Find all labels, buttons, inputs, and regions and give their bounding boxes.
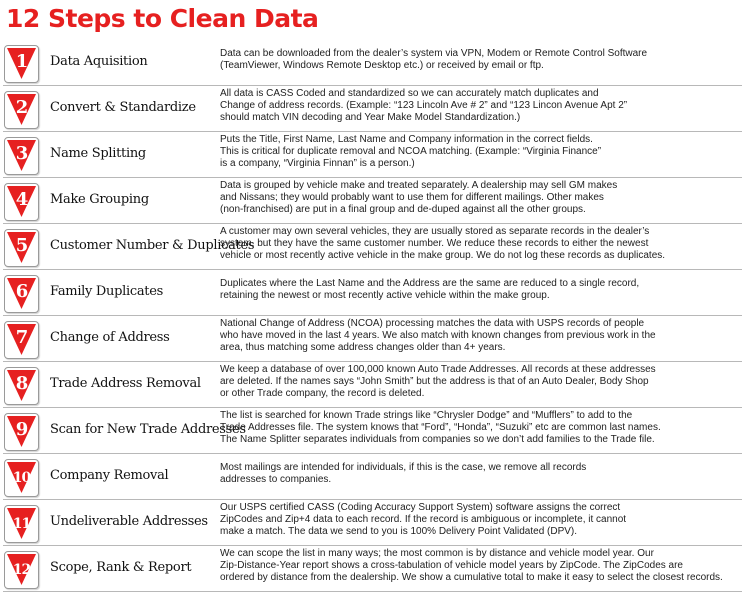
page-title: 12 Steps to Clean Data [6,4,319,33]
description-line: We keep a database of over 100,000 known Auto Trade Addresses. All records at these addresses [220,364,656,375]
description-line: or other Trade company, the record is deleted. [220,388,425,399]
step-number-badge [4,183,39,221]
description-line: National Change of Address (NCOA) processing matches the data with USPS records of people [220,318,645,329]
description-line: ordered by distance from the dealership. We show a cumulative total to make it easy to select the closest records. [220,572,723,583]
description-line: (TeamViewer, Windows Remote Desktop etc.) or received by email or ftp. [220,60,544,71]
description-line: vehicle or most recently active vehicle in the make group. We do not log these records as duplicates. [220,250,666,261]
step-name: Change of Address [50,330,170,345]
step-description [220,278,742,302]
description-line: We can scope the list in many ways; the most common is by distance and vehicle model year. Our [220,548,654,559]
description-line: and Nissans; they would probably want to use them for different mailings. Other makes [220,192,604,203]
step-number-badge [4,413,39,451]
step-number: 5 [15,235,28,256]
step-row [0,224,750,270]
description-line: who have moved in the last 4 years. We also match with known changes from previous work in the [220,330,656,341]
step-name: Make Grouping [50,192,149,207]
description-line: This is critical for duplicate removal and NCOA matching. (Example: “Virginia Finance” [220,146,602,157]
description-line: Puts the Title, First Name, Last Name and Company information in the correct fields. [220,134,593,145]
step-description [220,548,742,584]
step-name: Name Splitting [50,146,146,161]
description-line: make a match. The data we send to you is 100% Delivery Point Validated (DPV). [220,526,578,537]
step-description [220,410,742,446]
step-name: Scope, Rank & Report [50,560,192,575]
step-number: 8 [15,373,28,394]
step-number-badge [4,551,39,589]
step-number: 2 [15,97,28,118]
step-number-badge [4,505,39,543]
step-number-badge [4,321,39,359]
description-line: addresses to companies. [220,474,332,485]
step-description [220,88,742,124]
step-name: Undeliverable Addresses [50,514,208,529]
step-row [0,316,750,362]
step-name: Customer Number & Duplicates [50,238,255,253]
step-description [220,502,742,538]
step-description [220,134,742,170]
description-line: Change of address records. (Example: “123 Lincoln Ave # 2” and “123 Lincon Avenue Apt 2” [220,100,628,111]
step-name: Convert & Standardize [50,100,196,115]
step-row [0,132,750,178]
description-line: Data can be downloaded from the dealer’s system via VPN, Modem or Remote Control Software [220,48,648,59]
step-number-badge [4,275,39,313]
step-row [0,362,750,408]
description-line: The list is searched for known Trade strings like “Chrysler Dodge” and “Mufflers” to add to the [220,410,633,421]
description-line: should match VIN decoding and Year Make Model Standardization.) [220,112,521,123]
step-number: 10 [12,470,31,486]
step-number: 4 [15,189,28,210]
step-name: Trade Address Removal [50,376,201,391]
description-line: area, thus matching some address changes older than 4+ years. [220,342,506,353]
step-description [220,180,742,216]
step-row [0,86,750,132]
description-line: All data is CASS Coded and standardized so we can accurately match duplicates and [220,88,599,99]
description-line: Trade Addresses file. The system knows that “Ford”, “Honda”, “Suzuki” etc are common last names. [220,422,661,433]
description-line: ZipCodes and Zip+4 data to each record. If the record is ambiguous or incomplete, it cannot [220,514,627,525]
step-description [220,318,742,354]
description-line: Most mailings are intended for individuals, if this is the case, we remove all records [220,462,587,473]
step-row [0,408,750,454]
description-line: The Name Splitter separates individuals from companies so we don’t add families to the Trade file. [220,434,655,445]
step-row [0,270,750,316]
step-row [0,40,750,86]
step-row [0,178,750,224]
step-number: 12 [12,562,31,578]
description-line: retaining the newest or most recently active vehicle within the make group. [220,290,550,301]
step-number: 6 [15,281,28,302]
step-name: Family Duplicates [50,284,163,299]
description-line: A customer may own several vehicles, they are usually stored as separate records in the dealer’s [220,226,650,237]
step-number: 3 [15,143,28,164]
step-number-badge [4,91,39,129]
step-row [0,546,750,592]
description-line: is a company, “Virginia Finnan” is a person.) [220,158,415,169]
step-name: Scan for New Trade Addresses [50,422,246,437]
step-number: 7 [15,327,28,348]
step-number: 9 [15,419,28,440]
description-line: Data is grouped by vehicle make and treated separately. A dealership may sell GM makes [220,180,618,191]
step-number: 1 [15,51,28,72]
step-number-badge [4,459,39,497]
description-line: are deleted. If the names says “John Smith” but the address is that of an Auto Dealer, Body Shop [220,376,649,387]
step-row [0,500,750,546]
description-line: Duplicates where the Last Name and the Address are the same are reduced to a single record, [220,278,640,289]
step-number-badge [4,45,39,83]
description-line: system, but they have the same customer number. We reduce these records to either the newest [220,238,649,249]
step-number-badge [4,229,39,267]
description-line: Our USPS certified CASS (Coding Accuracy Support System) software assigns the correct [220,502,621,513]
step-number: 11 [12,516,31,532]
description-line: (non-franchised) are put in a final group and de-duped against all the other groups. [220,204,586,215]
step-name: Data Aquisition [50,54,148,69]
description-line: Zip-Distance-Year report shows a cross-tabulation of vehicle model years by ZipCode. The ZipCodes are [220,560,683,571]
step-description [220,226,742,262]
step-row [0,454,750,500]
step-description [220,48,742,72]
step-description [220,364,742,400]
step-number-badge [4,367,39,405]
step-number-badge [4,137,39,175]
step-description [220,462,742,486]
step-name: Company Removal [50,468,169,483]
